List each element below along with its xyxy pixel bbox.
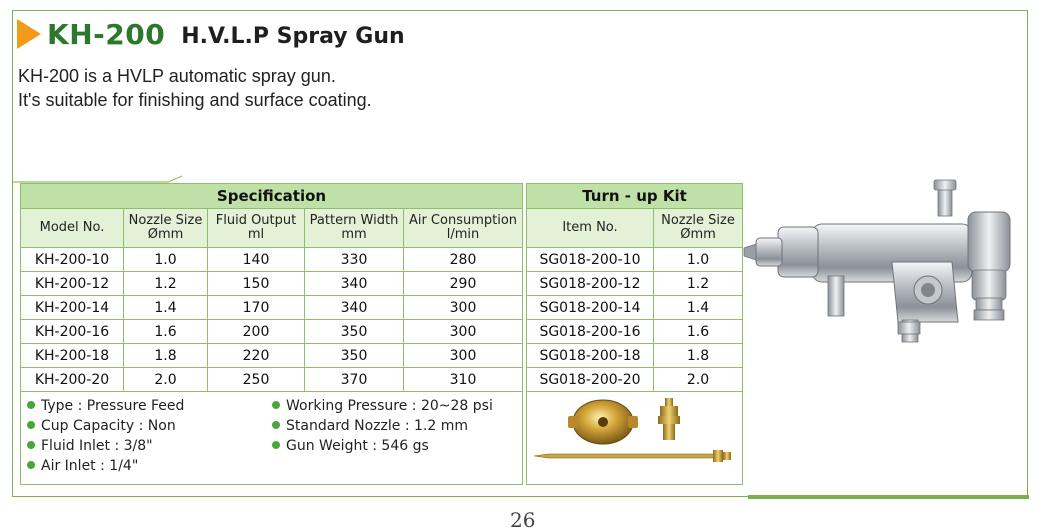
cell-air: 300 xyxy=(404,344,523,368)
table-tab-notch xyxy=(13,175,183,183)
cell-pattern: 330 xyxy=(305,248,404,272)
table-row xyxy=(21,248,523,272)
table-row xyxy=(21,320,523,344)
cell-model: KH-200-12 xyxy=(21,272,124,296)
cell-nozzle: 1.2 xyxy=(654,272,743,296)
cell-item: SG018-200-12 xyxy=(527,272,654,296)
table-row xyxy=(527,344,743,368)
description xyxy=(18,64,372,112)
needle-icon xyxy=(534,450,731,462)
turnup-kit-table xyxy=(526,183,743,485)
cell-pattern: 340 xyxy=(305,272,404,296)
table-row xyxy=(21,344,523,368)
kit-title: Turn - up Kit xyxy=(527,184,743,209)
col-header: Item No. xyxy=(527,209,654,248)
cell-fluid: 170 xyxy=(208,296,305,320)
fluid-nozzle-icon xyxy=(658,398,680,440)
title-row xyxy=(17,14,405,54)
cell-model: KH-200-18 xyxy=(21,344,124,368)
table-row xyxy=(527,320,743,344)
cell-model: KH-200-10 xyxy=(21,248,124,272)
cell-model: KH-200-14 xyxy=(21,296,124,320)
cell-model: KH-200-16 xyxy=(21,320,124,344)
cell-nozzle: 1.0 xyxy=(654,248,743,272)
cell-air: 310 xyxy=(404,368,523,392)
bullet-icon xyxy=(27,401,35,409)
cell-air: 300 xyxy=(404,320,523,344)
specification-table xyxy=(20,183,523,485)
features-right xyxy=(272,396,493,476)
cell-fluid: 220 xyxy=(208,344,305,368)
cell-fluid: 140 xyxy=(208,248,305,272)
kit-parts-illustration xyxy=(528,392,742,480)
cell-nozzle: 1.4 xyxy=(654,296,743,320)
kit-parts-image xyxy=(527,392,743,485)
arrow-icon xyxy=(17,19,41,49)
table-row xyxy=(527,272,743,296)
spray-gun-image xyxy=(742,172,1042,362)
table-row xyxy=(527,248,743,272)
feature-item: Air Inlet : 1/4" xyxy=(27,456,272,476)
col-header: Pattern Width mm xyxy=(305,209,404,248)
cell-nozzle: 1.8 xyxy=(124,344,208,368)
features-left xyxy=(27,396,272,476)
bullet-icon xyxy=(27,441,35,449)
cell-item: SG018-200-14 xyxy=(527,296,654,320)
feature-item: Standard Nozzle : 1.2 mm xyxy=(272,416,493,436)
cell-air: 290 xyxy=(404,272,523,296)
description-line-1: KH-200 is a HVLP automatic spray gun. xyxy=(18,66,336,86)
spec-title: Specification xyxy=(21,184,523,209)
cell-nozzle: 2.0 xyxy=(654,368,743,392)
cell-item: SG018-200-16 xyxy=(527,320,654,344)
table-row xyxy=(21,296,523,320)
col-header: Nozzle Size Ømm xyxy=(654,209,743,248)
table-row xyxy=(527,296,743,320)
cell-nozzle: 1.0 xyxy=(124,248,208,272)
cell-nozzle: 1.4 xyxy=(124,296,208,320)
cell-item: SG018-200-10 xyxy=(527,248,654,272)
cell-nozzle: 1.2 xyxy=(124,272,208,296)
features-cell xyxy=(21,392,523,485)
page-number: 26 xyxy=(510,508,536,532)
feature-item: Fluid Inlet : 3/8" xyxy=(27,436,272,456)
cell-nozzle: 1.6 xyxy=(124,320,208,344)
cell-nozzle: 1.6 xyxy=(654,320,743,344)
air-cap-icon xyxy=(568,400,638,444)
cell-pattern: 340 xyxy=(305,296,404,320)
cell-pattern: 350 xyxy=(305,320,404,344)
cell-air: 300 xyxy=(404,296,523,320)
col-header: Model No. xyxy=(21,209,124,248)
feature-item: Gun Weight : 546 gs xyxy=(272,436,493,456)
model-title: KH-200 xyxy=(47,17,166,51)
product-subtitle: H.V.L.P Spray Gun xyxy=(181,23,405,49)
col-header: Fluid Output ml xyxy=(208,209,305,248)
table-row xyxy=(527,368,743,392)
cell-fluid: 250 xyxy=(208,368,305,392)
kit-header-row xyxy=(527,209,743,248)
cell-pattern: 370 xyxy=(305,368,404,392)
cell-item: SG018-200-18 xyxy=(527,344,654,368)
bullet-icon xyxy=(272,421,280,429)
cell-nozzle: 1.8 xyxy=(654,344,743,368)
cell-pattern: 350 xyxy=(305,344,404,368)
feature-item: Type : Pressure Feed xyxy=(27,396,272,416)
table-row xyxy=(21,272,523,296)
bullet-icon xyxy=(27,421,35,429)
description-line-2: It's suitable for finishing and surface coating. xyxy=(18,90,372,110)
col-header: Air Consumption l/min xyxy=(404,209,523,248)
feature-item: Working Pressure : 20~28 psi xyxy=(272,396,493,416)
spec-header-row xyxy=(21,209,523,248)
feature-item: Cup Capacity : Non xyxy=(27,416,272,436)
bullet-icon xyxy=(27,461,35,469)
cell-item: SG018-200-20 xyxy=(527,368,654,392)
cell-nozzle: 2.0 xyxy=(124,368,208,392)
frame-accent-bar xyxy=(748,495,1029,499)
cell-model: KH-200-20 xyxy=(21,368,124,392)
col-header: Nozzle Size Ømm xyxy=(124,209,208,248)
cell-air: 280 xyxy=(404,248,523,272)
bullet-icon xyxy=(272,401,280,409)
table-row xyxy=(21,368,523,392)
bullet-icon xyxy=(272,441,280,449)
cell-fluid: 150 xyxy=(208,272,305,296)
cell-fluid: 200 xyxy=(208,320,305,344)
